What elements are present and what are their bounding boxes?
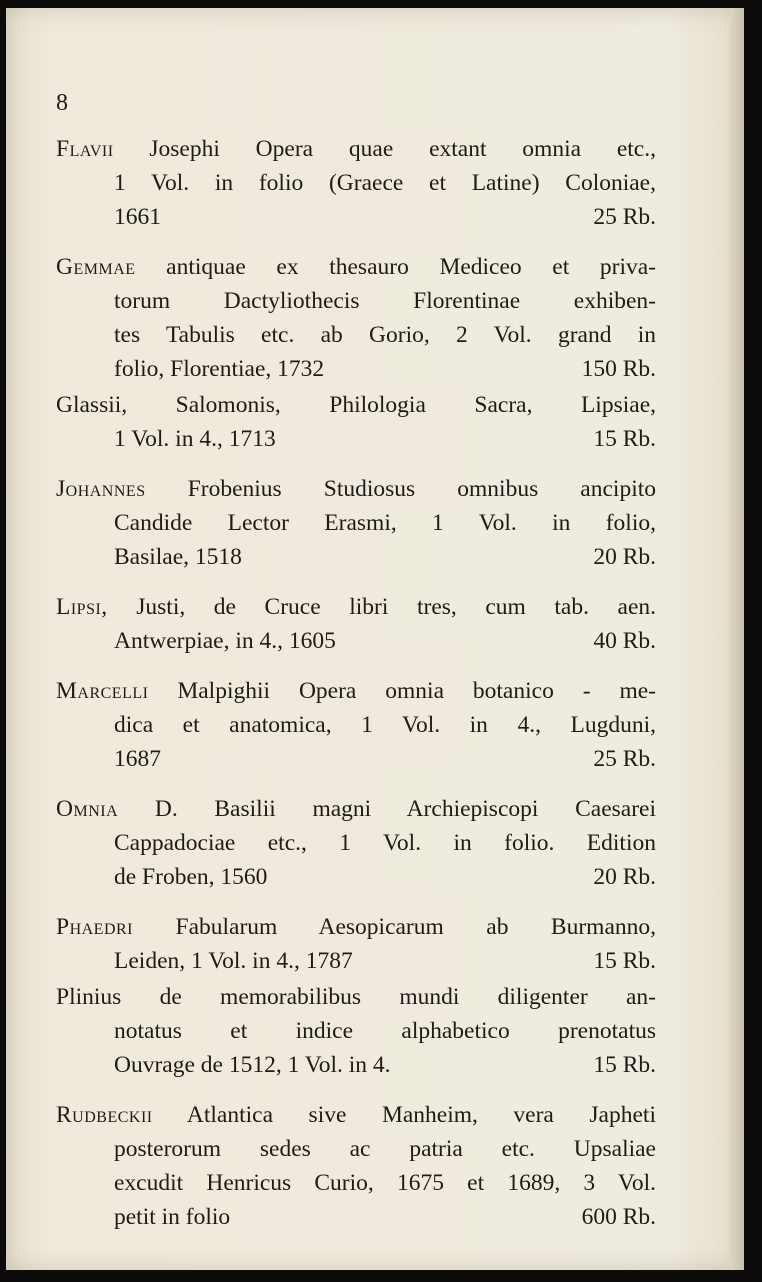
price: 40 Rb. [593, 628, 656, 654]
entry-last-line [56, 944, 656, 978]
entry-head: Omnia [56, 796, 119, 822]
catalogue-entry-johannes [56, 472, 656, 574]
entry-head: Phaedri [56, 914, 134, 940]
entry-text: notatus et indice alphabetico prenotatus [114, 1018, 656, 1044]
price: 150 Rb. [581, 356, 656, 382]
entry-text: Josephi Opera quae extant omnia etc., [149, 136, 656, 162]
entry-last-line [56, 1048, 656, 1082]
entry-text: posterorum sedes ac patria etc. Upsaliae [114, 1136, 656, 1162]
catalogue-entry-marcelli [56, 674, 656, 776]
entry-head: Rudbeckii [56, 1102, 153, 1128]
price: 600 Rb. [581, 1204, 656, 1230]
entry-line [56, 166, 656, 200]
entry-text: torum Dactyliothecis Florentinae exhiben- [114, 288, 656, 314]
entry-line [56, 910, 656, 944]
entry-head: Flavii [56, 136, 114, 162]
entry-last-line [56, 1200, 656, 1234]
page-edge [730, 8, 744, 1270]
entry-line [56, 506, 656, 540]
entry-line [56, 1132, 656, 1166]
price: 15 Rb. [593, 426, 656, 452]
entry-text: tes Tabulis etc. ab Gorio, 2 Vol. grand in [114, 322, 656, 348]
entry-line [56, 1166, 656, 1200]
entry-line [56, 284, 656, 318]
catalogue-entry-rudbeckii [56, 1098, 656, 1234]
entry-text: antiquae ex thesauro Mediceo et priva- [166, 254, 656, 280]
entry-last-line [56, 422, 656, 456]
entry-text: 1 Vol. in 4., 1713 [114, 426, 276, 452]
entry-text: Cappadociae etc., 1 Vol. in folio. Edition [114, 830, 656, 856]
entry-head: Johannes [56, 476, 146, 502]
entry-text: Atlantica sive Manheim, vera Japheti [186, 1102, 656, 1128]
price: 20 Rb. [593, 544, 656, 570]
page-number: 8 [56, 90, 68, 116]
price: 20 Rb. [593, 864, 656, 890]
entry-line [56, 1014, 656, 1048]
entry-text: Antwerpiae, in 4., 1605 [114, 628, 336, 654]
entry-line [56, 388, 656, 422]
entry-text: Frobenius Studiosus omnibus ancipito [187, 476, 657, 502]
entry-text: D. Basilii magni Archiepiscopi Caesarei [154, 796, 657, 822]
entry-line [56, 708, 656, 742]
entry-head: Gemmae [56, 254, 136, 280]
entry-text: 1687 [114, 746, 161, 772]
entry-text: Glassii, Salomonis, Philologia Sacra, Lipsiae, [56, 392, 656, 418]
entry-text: Fabularum Aesopicarum ab Burmanno, [175, 914, 657, 940]
entry-text: excudit Henricus Curio, 1675 et 1689, 3 Vol. [114, 1170, 656, 1196]
entry-text: Malpighii Opera omnia botanico - me- [177, 678, 656, 704]
entry-text: Basilae, 1518 [114, 544, 242, 570]
entry-text: dica et anatomica, 1 Vol. in 4., Lugduni, [114, 712, 656, 738]
entry-text: Leiden, 1 Vol. in 4., 1787 [114, 948, 353, 974]
entry-head: Marcelli [56, 678, 149, 704]
entry-last-line [56, 540, 656, 574]
entry-line [56, 132, 656, 166]
entry-last-line [56, 200, 656, 234]
catalogue-text [56, 86, 656, 1250]
entry-line [56, 826, 656, 860]
entry-line [56, 472, 656, 506]
entry-last-line [56, 860, 656, 894]
entry-text: Ouvrage de 1512, 1 Vol. in 4. [114, 1052, 391, 1078]
entry-text: Justi, de Cruce libri tres, cum tab. aen. [136, 594, 657, 620]
price: 25 Rb. [593, 204, 656, 230]
entry-line [56, 1098, 656, 1132]
entry-line [56, 590, 656, 624]
price: 15 Rb. [593, 948, 656, 974]
entry-text: 1661 [114, 204, 161, 230]
entry-line [56, 250, 656, 284]
catalogue-entry-plinius [56, 980, 656, 1082]
entry-head: Lipsi, [56, 594, 108, 620]
catalogue-entry-glassii [56, 388, 656, 456]
price: 25 Rb. [593, 746, 656, 772]
catalogue-entry-gemmae [56, 250, 656, 386]
entry-last-line [56, 624, 656, 658]
catalogue-entry-phaedri [56, 910, 656, 978]
entry-text: petit in folio [114, 1204, 231, 1230]
entry-line [56, 674, 656, 708]
entry-text: Plinius de memorabilibus mundi diligenter an- [56, 984, 656, 1010]
price: 15 Rb. [593, 1052, 656, 1078]
catalogue-entry-omnia [56, 792, 656, 894]
entry-text: Candide Lector Erasmi, 1 Vol. in folio, [114, 510, 656, 536]
catalogue-entry-flavii [56, 132, 656, 234]
entry-line [56, 980, 656, 1014]
entry-text: 1 Vol. in folio (Graece et Latine) Coloniae, [114, 170, 656, 196]
book-page [6, 8, 744, 1270]
catalogue-entry-lipsi [56, 590, 656, 658]
entry-text: folio, Florentiae, 1732 [114, 356, 325, 382]
entry-line [56, 792, 656, 826]
entry-last-line [56, 352, 656, 386]
entry-text: de Froben, 1560 [114, 864, 268, 890]
entry-line [56, 318, 656, 352]
entry-last-line [56, 742, 656, 776]
